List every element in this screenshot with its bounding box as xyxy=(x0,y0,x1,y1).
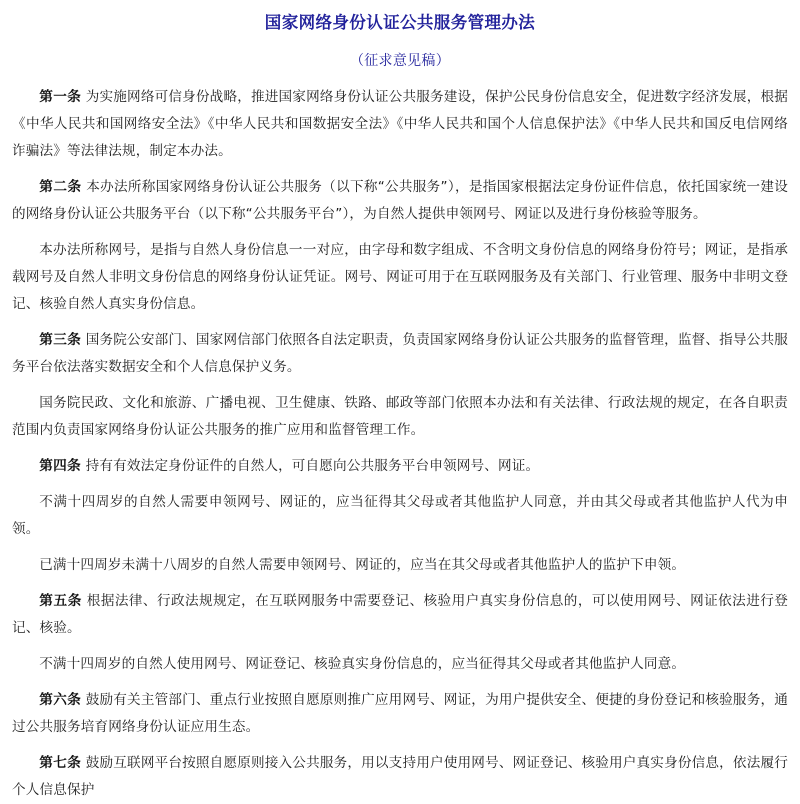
paragraph-text: 为实施网络可信身份战略，推进国家网络身份认证公共服务建设，保护公民身份信息安全，促进数字经济发展，根据《中华人民共和国网络安全法》《中华人民共和国数据安全法》《中华人民共和国个人信息保护法》《中华人民共和国反电信网络诈骗法》等法律法规，制定本办法。 xyxy=(12,89,788,159)
document-title: 国家网络身份认证公共服务管理办法 xyxy=(264,13,536,32)
paragraph-text: 国务院民政、文化和旅游、广播电视、卫生健康、铁路、邮政等部门依照本办法和有关法律、行政法规的规定，在各自职责范围内负责国家网络身份认证公共服务的推广应用和监督管理工作。 xyxy=(12,395,788,438)
article-paragraph xyxy=(12,750,788,804)
article-marker: 第五条 xyxy=(39,593,83,609)
article-marker: 第三条 xyxy=(39,332,82,348)
article-marker: 第六条 xyxy=(39,692,82,708)
article-marker: 第一条 xyxy=(39,89,82,105)
article-paragraph xyxy=(12,588,788,642)
paragraph-text: 本办法所称国家网络身份认证公共服务（以下称“公共服务”），是指国家根据法定身份证件信息，依托国家统一建设的网络身份认证公共服务平台（以下称“公共服务平台”），为自然人提供申领网号、网证以及进行身份核验等服务。 xyxy=(12,179,788,222)
paragraph-text: 不满十四周岁的自然人需要申领网号、网证的，应当征得其父母或者其他监护人同意，并由其父母或者其他监护人代为申领。 xyxy=(12,494,788,537)
paragraph-text: 已满十四周岁未满十八周岁的自然人需要申领网号、网证的，应当在其父母或者其他监护人的监护下申领。 xyxy=(39,557,686,573)
paragraph-text: 持有有效法定身份证件的自然人，可自愿向公共服务平台申领网号、网证。 xyxy=(85,458,540,474)
article-marker: 第二条 xyxy=(39,179,82,195)
article-marker: 第四条 xyxy=(39,458,82,474)
document-subtitle: （征求意见稿） xyxy=(349,53,451,69)
body-paragraph xyxy=(12,390,788,444)
body-paragraph xyxy=(12,651,788,678)
article-paragraph xyxy=(12,453,788,480)
article-paragraph xyxy=(12,84,788,165)
paragraph-text: 不满十四周岁的自然人使用网号、网证登记、核验真实身份信息的，应当征得其父母或者其他监护人同意。 xyxy=(39,656,686,672)
paragraph-text: 本办法所称网号，是指与自然人身份信息一一对应，由字母和数字组成、不含明文身份信息的网络身份符号；网证，是指承载网号及自然人非明文身份信息的网络身份认证凭证。网号、网证可用于在互联网服务及有关部门、行业管理、服务中非明文登记、核验自然人真实身份信息。 xyxy=(12,242,788,312)
paragraph-text: 国务院公安部门、国家网信部门依照各自法定职责，负责国家网络身份认证公共服务的监督管理，监督、指导公共服务平台依法落实数据安全和个人信息保护义务。 xyxy=(12,332,788,375)
paragraph-text: 鼓励有关主管部门、重点行业按照自愿原则推广应用网号、网证，为用户提供安全、便捷的身份登记和核验服务，通过公共服务培育网络身份认证应用生态。 xyxy=(12,692,788,735)
paragraph-text: 根据法律、行政法规规定，在互联网服务中需要登记、核验用户真实身份信息的，可以使用网号、网证依法进行登记、核验。 xyxy=(12,593,788,636)
article-paragraph xyxy=(12,174,788,228)
document-body xyxy=(0,84,800,804)
body-paragraph xyxy=(12,552,788,579)
paragraph-text: 鼓励互联网平台按照自愿原则接入公共服务，用以支持用户使用网号、网证登记、核验用户真实身份信息，依法履行个人信息保护 xyxy=(12,755,788,798)
body-paragraph xyxy=(12,489,788,543)
article-paragraph xyxy=(12,687,788,741)
body-paragraph xyxy=(12,237,788,318)
article-paragraph xyxy=(12,327,788,381)
article-marker: 第七条 xyxy=(39,755,82,771)
